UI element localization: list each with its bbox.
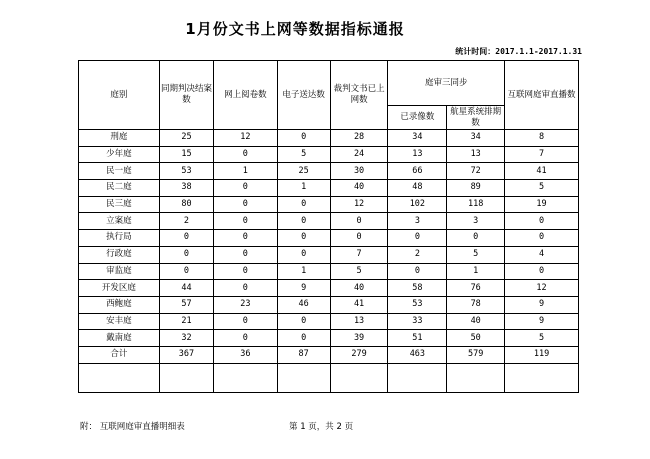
- cell-cases: 0: [159, 246, 213, 263]
- cell-online-review: 23: [214, 296, 278, 313]
- cell-court: 审监庭: [79, 263, 160, 280]
- cell-recorded: 13: [388, 146, 447, 163]
- cell-online-review: 0: [214, 280, 278, 297]
- cell-online-review: 12: [214, 130, 278, 147]
- cell-online-review: 0: [214, 246, 278, 263]
- footer-note: 附： 互联网庭审直播明细表: [80, 422, 185, 432]
- cell-live: 5: [505, 180, 579, 197]
- cell-cases: 367: [159, 346, 213, 363]
- blank-cell: [447, 363, 505, 392]
- cell-recorded: 463: [388, 346, 447, 363]
- blank-cell: [79, 363, 160, 392]
- cell-court: 立案庭: [79, 213, 160, 230]
- cell-published: 7: [330, 246, 388, 263]
- cell-e-service: 1: [277, 180, 330, 197]
- cell-scheduled: 1: [447, 263, 505, 280]
- cell-live: 41: [505, 163, 579, 180]
- cell-online-review: 0: [214, 213, 278, 230]
- cell-online-review: 0: [214, 263, 278, 280]
- table-row: [79, 330, 579, 347]
- cell-published: 13: [330, 313, 388, 330]
- header-e-service: 电子送达数: [277, 61, 330, 130]
- header-recorded: 已录像数: [388, 106, 447, 130]
- cell-online-review: 0: [214, 146, 278, 163]
- cell-e-service: 0: [277, 213, 330, 230]
- cell-scheduled: 579: [447, 346, 505, 363]
- table-row: [79, 346, 579, 363]
- cell-e-service: 0: [277, 246, 330, 263]
- cell-scheduled: 3: [447, 213, 505, 230]
- cell-scheduled: 0: [447, 230, 505, 247]
- cell-live: 0: [505, 213, 579, 230]
- cell-court: 少年庭: [79, 146, 160, 163]
- cell-cases: 15: [159, 146, 213, 163]
- cell-e-service: 1: [277, 263, 330, 280]
- cell-recorded: 53: [388, 296, 447, 313]
- cell-live: 0: [505, 263, 579, 280]
- cell-e-service: 9: [277, 280, 330, 297]
- cell-published: 40: [330, 280, 388, 297]
- cell-published: 5: [330, 263, 388, 280]
- cell-e-service: 0: [277, 130, 330, 147]
- table-row: [79, 213, 579, 230]
- cell-online-review: 36: [214, 346, 278, 363]
- blank-cell: [277, 363, 330, 392]
- cell-scheduled: 118: [447, 196, 505, 213]
- cell-scheduled: 40: [447, 313, 505, 330]
- cell-e-service: 5: [277, 146, 330, 163]
- cell-court: 戴南庭: [79, 330, 160, 347]
- cell-court: 民二庭: [79, 180, 160, 197]
- cell-court: 安丰庭: [79, 313, 160, 330]
- cell-cases: 38: [159, 180, 213, 197]
- cell-online-review: 0: [214, 230, 278, 247]
- cell-cases: 53: [159, 163, 213, 180]
- cell-live: 8: [505, 130, 579, 147]
- cell-court: 刑庭: [79, 130, 160, 147]
- table-row: [79, 280, 579, 297]
- cell-cases: 0: [159, 230, 213, 247]
- cell-live: 119: [505, 346, 579, 363]
- cell-recorded: 58: [388, 280, 447, 297]
- cell-e-service: 0: [277, 196, 330, 213]
- cell-live: 0: [505, 230, 579, 247]
- cell-e-service: 0: [277, 330, 330, 347]
- cell-published: 40: [330, 180, 388, 197]
- cell-recorded: 102: [388, 196, 447, 213]
- report-table: [78, 60, 579, 393]
- table-row: [79, 296, 579, 313]
- cell-published: 41: [330, 296, 388, 313]
- cell-court: 行政庭: [79, 246, 160, 263]
- header-published: 裁判文书已上网数: [330, 61, 388, 130]
- blank-cell: [505, 363, 579, 392]
- cell-scheduled: 5: [447, 246, 505, 263]
- cell-cases: 32: [159, 330, 213, 347]
- cell-published: 39: [330, 330, 388, 347]
- cell-cases: 57: [159, 296, 213, 313]
- cell-online-review: 0: [214, 180, 278, 197]
- table-row: [79, 163, 579, 180]
- cell-cases: 25: [159, 130, 213, 147]
- cell-published: 24: [330, 146, 388, 163]
- table-row: [79, 230, 579, 247]
- blank-cell: [388, 363, 447, 392]
- page-indicator: 第 1 页，共 2 页: [289, 422, 354, 432]
- cell-scheduled: 50: [447, 330, 505, 347]
- cell-cases: 0: [159, 263, 213, 280]
- cell-published: 279: [330, 346, 388, 363]
- table-row: [79, 246, 579, 263]
- statistics-period: 统计时间：2017.1.1-2017.1.31: [455, 47, 582, 56]
- cell-recorded: 34: [388, 130, 447, 147]
- cell-e-service: 87: [277, 346, 330, 363]
- table-row: [79, 313, 579, 330]
- cell-recorded: 48: [388, 180, 447, 197]
- cell-scheduled: 13: [447, 146, 505, 163]
- table-row: [79, 130, 579, 147]
- cell-cases: 21: [159, 313, 213, 330]
- table-row: [79, 180, 579, 197]
- cell-live: 7: [505, 146, 579, 163]
- cell-published: 0: [330, 230, 388, 247]
- cell-e-service: 46: [277, 296, 330, 313]
- cell-live: 9: [505, 296, 579, 313]
- blank-row: [79, 363, 579, 392]
- cell-online-review: 1: [214, 163, 278, 180]
- blank-cell: [214, 363, 278, 392]
- cell-scheduled: 72: [447, 163, 505, 180]
- cell-recorded: 66: [388, 163, 447, 180]
- header-sync-group: 庭审三同步: [388, 61, 505, 106]
- cell-court: 合计: [79, 346, 160, 363]
- header-online-review: 网上阅卷数: [214, 61, 278, 130]
- blank-cell: [330, 363, 388, 392]
- cell-published: 12: [330, 196, 388, 213]
- header-cases: 同期判决结案数: [159, 61, 213, 130]
- cell-scheduled: 89: [447, 180, 505, 197]
- cell-live: 12: [505, 280, 579, 297]
- cell-published: 0: [330, 213, 388, 230]
- cell-cases: 2: [159, 213, 213, 230]
- cell-court: 执行局: [79, 230, 160, 247]
- cell-recorded: 51: [388, 330, 447, 347]
- cell-live: 4: [505, 246, 579, 263]
- cell-court: 民一庭: [79, 163, 160, 180]
- cell-scheduled: 34: [447, 130, 505, 147]
- cell-court: 开发区庭: [79, 280, 160, 297]
- cell-cases: 80: [159, 196, 213, 213]
- cell-e-service: 25: [277, 163, 330, 180]
- cell-online-review: 0: [214, 196, 278, 213]
- cell-online-review: 0: [214, 313, 278, 330]
- cell-e-service: 0: [277, 313, 330, 330]
- header-row: [79, 61, 579, 106]
- cell-live: 19: [505, 196, 579, 213]
- header-live: 互联网庭审直播数: [505, 61, 579, 130]
- table-row: [79, 196, 579, 213]
- cell-recorded: 0: [388, 263, 447, 280]
- cell-recorded: 3: [388, 213, 447, 230]
- cell-online-review: 0: [214, 330, 278, 347]
- table-row: [79, 146, 579, 163]
- cell-recorded: 0: [388, 230, 447, 247]
- cell-published: 28: [330, 130, 388, 147]
- cell-e-service: 0: [277, 230, 330, 247]
- cell-court: 民三庭: [79, 196, 160, 213]
- cell-live: 5: [505, 330, 579, 347]
- cell-scheduled: 76: [447, 280, 505, 297]
- cell-recorded: 33: [388, 313, 447, 330]
- table-row: [79, 263, 579, 280]
- cell-court: 西鲍庭: [79, 296, 160, 313]
- header-scheduled: 航星系统排期数: [447, 106, 505, 130]
- header-court: 庭别: [79, 61, 160, 130]
- cell-recorded: 2: [388, 246, 447, 263]
- cell-live: 9: [505, 313, 579, 330]
- blank-cell: [159, 363, 213, 392]
- cell-scheduled: 78: [447, 296, 505, 313]
- report-title: 1月份文书上网等数据指标通报: [185, 20, 405, 38]
- cell-published: 30: [330, 163, 388, 180]
- cell-cases: 44: [159, 280, 213, 297]
